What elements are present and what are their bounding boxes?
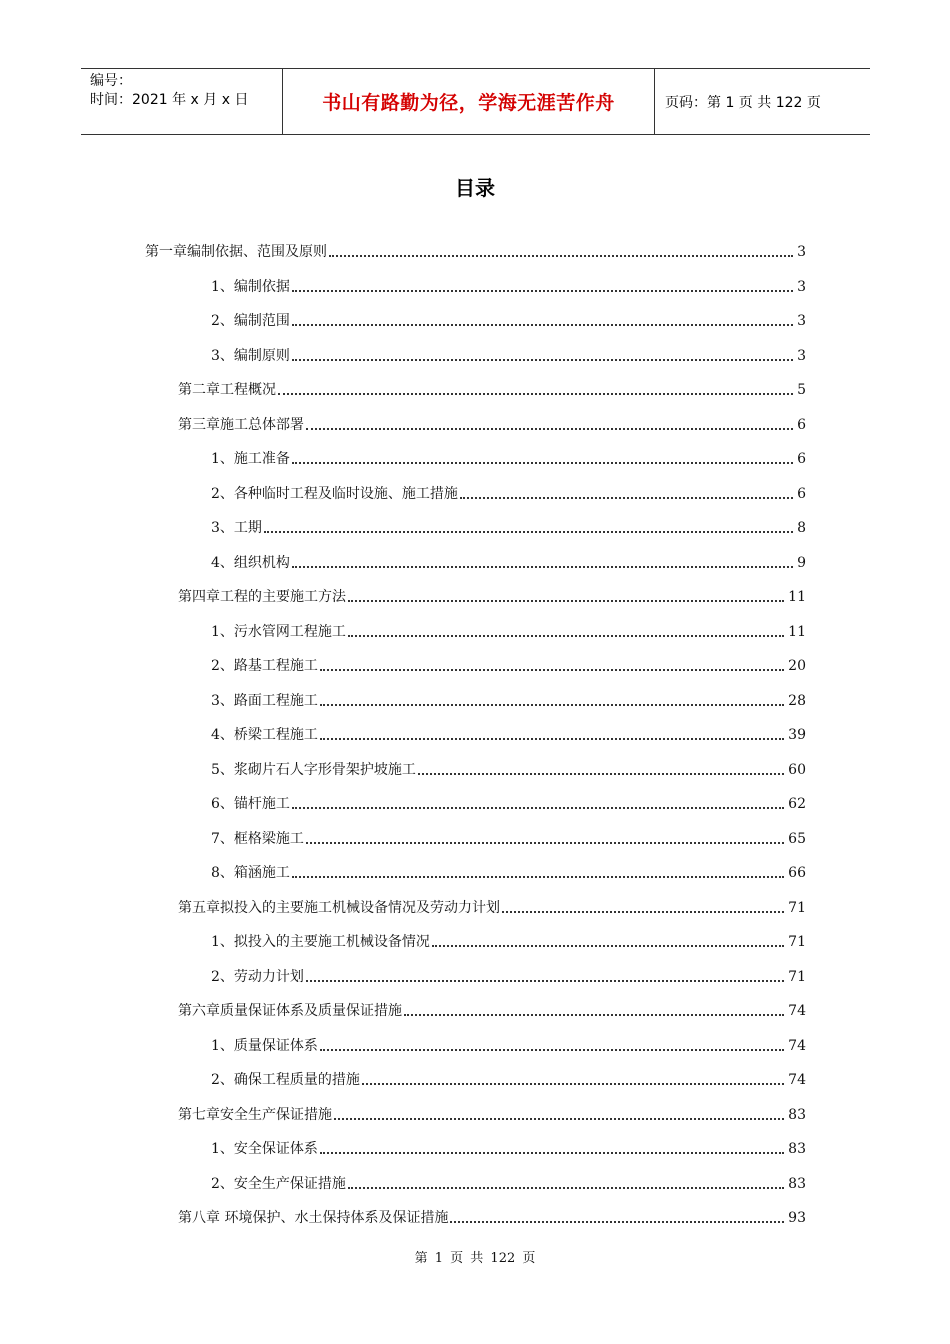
toc-entry-label: 第五章拟投入的主要施工机械设备情况及劳动力计划 [178,899,500,916]
toc-entry-page-number: 5 [797,382,806,398]
toc-entry-page-number: 8 [797,520,806,536]
toc-entry-label: 1、拟投入的主要施工机械设备情况 [211,934,430,950]
page-footer: 第 1 页 共 122 页 [414,1251,536,1266]
toc-entry[interactable] [211,714,806,744]
toc-entry-label: 第三章施工总体部署 [178,416,304,433]
toc-entry-label: 第四章工程的主要施工方法 [178,589,346,605]
toc-entry-page-number: 9 [797,554,806,571]
toc-entry-page-number: 3 [797,347,806,364]
toc-dot-leader [306,427,793,430]
toc-entry[interactable] [178,1094,806,1124]
toc-entry-page-number: 3 [797,244,806,260]
toc-entry[interactable] [211,818,806,848]
toc-entry[interactable] [178,990,806,1020]
toc-entry-page-number: 83 [788,1141,806,1157]
toc-dot-leader [329,254,793,257]
toc-dot-leader [278,392,793,395]
toc-entry-label: 第七章安全生产保证措施 [178,1106,332,1123]
toc-entry-page-number: 65 [788,830,806,847]
toc-entry-page-number: 11 [788,589,806,605]
toc-entry-page-number: 66 [788,865,806,881]
toc-dot-leader [292,875,784,878]
header-motto: 书山有路勤为径，学海无涯苦作舟 [282,69,655,134]
toc-dot-leader [450,1220,784,1223]
toc-dot-leader [320,737,784,740]
toc-entry-label: 1、质量保证体系 [211,1037,318,1054]
toc-entry-page-number: 60 [788,761,806,778]
toc-entry-page-number: 6 [797,416,806,433]
toc-dot-leader [292,358,793,361]
toc-entry[interactable] [178,1197,806,1227]
toc-entry-label: 4、桥梁工程施工 [211,727,318,743]
toc-entry-page-number: 3 [797,313,806,329]
page-header [81,68,870,135]
toc-entry-label: 1、施工准备 [211,451,290,467]
toc-entry[interactable] [145,231,806,261]
toc-entry-label: 7、框格梁施工 [211,830,304,847]
toc-entry-page-number: 74 [788,1037,806,1054]
toc-dot-leader [348,599,784,602]
toc-entry-label: 3、工期 [211,520,262,536]
toc-entry-page-number: 62 [788,796,806,812]
toc-entry-label: 第六章质量保证体系及质量保证措施 [178,1003,402,1019]
toc-entry[interactable] [211,1025,806,1055]
toc-entry-page-number: 93 [788,1210,806,1226]
toc-entry-page-number: 83 [788,1106,806,1123]
toc-dot-leader [306,979,784,982]
toc-entry[interactable] [178,369,806,399]
toc-entry[interactable] [211,438,806,468]
toc-entry-page-number: 6 [797,451,806,467]
toc-entry-label: 2、编制范围 [211,313,290,329]
toc-entry[interactable] [211,1163,806,1193]
toc-entry[interactable] [211,542,806,572]
toc-dot-leader [292,565,793,568]
toc-entry-label: 1、编制依据 [211,278,290,295]
toc-entry-page-number: 71 [788,899,806,916]
toc-entry[interactable] [211,749,806,779]
toc-entry-page-number: 71 [788,934,806,950]
toc-entry-label: 2、路基工程施工 [211,658,318,674]
toc-dot-leader [320,1048,784,1051]
document-title: 目录 [455,176,495,200]
header-time-label: 时间：2021 年 x 月 x 日 [90,92,249,108]
toc-entry-label: 5、浆砌片石人字形骨架护坡施工 [211,761,416,778]
toc-entry[interactable] [178,887,806,917]
toc-entry-label: 2、安全生产保证措施 [211,1175,346,1192]
toc-entry[interactable] [178,576,806,606]
toc-dot-leader [432,944,784,947]
toc-entry[interactable] [211,611,806,641]
toc-entry-label: 3、路面工程施工 [211,692,318,709]
toc-entry-page-number: 3 [797,278,806,295]
toc-entry[interactable] [178,404,806,434]
toc-entry[interactable] [211,645,806,675]
toc-entry-label: 4、组织机构 [211,554,290,571]
toc-dot-leader [320,703,784,706]
toc-dot-leader [292,323,793,326]
toc-entry[interactable] [211,680,806,710]
toc-entry-label: 2、劳动力计划 [211,968,304,985]
toc-dot-leader [306,841,784,844]
toc-entry[interactable] [211,300,806,330]
toc-entry[interactable] [211,783,806,813]
toc-dot-leader [292,289,793,292]
toc-entry-page-number: 74 [788,1072,806,1088]
toc-dot-leader [404,1013,784,1016]
header-meta [81,69,282,134]
toc-entry[interactable] [211,473,806,503]
toc-entry-page-number: 6 [797,485,806,502]
toc-entry[interactable] [211,335,806,365]
toc-entry[interactable] [211,921,806,951]
toc-entry-label: 8、箱涵施工 [211,865,290,881]
toc-dot-leader [292,806,784,809]
toc-entry-label: 第二章工程概况 [178,382,276,398]
toc-dot-leader [460,496,793,499]
toc-entry-label: 1、污水管网工程施工 [211,623,346,640]
toc-dot-leader [264,530,793,533]
header-page-info: 页码：第 1 页 共 122 页 [665,94,821,111]
toc-entry-label: 2、各种临时工程及临时设施、施工措施 [211,485,458,502]
toc-dot-leader [362,1082,784,1085]
toc-entry-label: 第一章编制依据、范围及原则 [145,244,327,260]
toc-entry[interactable] [211,507,806,537]
toc-entry-label: 第八章 环境保护、水土保持体系及保证措施 [178,1210,449,1226]
toc-dot-leader [348,634,784,637]
toc-dot-leader [320,668,784,671]
header-number-label: 编号： [90,73,132,89]
toc-dot-leader [348,1186,784,1189]
toc-entry-page-number: 74 [788,1003,806,1019]
toc-entry-page-number: 39 [788,727,806,743]
toc-dot-leader [320,1151,784,1154]
toc-entry-page-number: 83 [788,1175,806,1192]
toc-entry-label: 2、确保工程质量的措施 [211,1072,360,1088]
toc-entry[interactable] [211,852,806,882]
toc-dot-leader [502,910,784,913]
toc-entry[interactable] [211,1059,806,1089]
toc-entry[interactable] [211,266,806,296]
toc-entry-page-number: 71 [788,968,806,985]
toc-entry-label: 3、编制原则 [211,347,290,364]
toc-dot-leader [334,1117,784,1120]
toc-entry-label: 6、锚杆施工 [211,796,290,812]
toc-dot-leader [418,772,784,775]
toc-entry[interactable] [211,1128,806,1158]
toc-dot-leader [292,461,793,464]
toc-entry-label: 1、安全保证体系 [211,1141,318,1157]
toc-entry-page-number: 11 [788,623,806,640]
toc-entry-page-number: 28 [788,692,806,709]
toc-entry-page-number: 20 [788,658,806,674]
toc-entry[interactable] [211,956,806,986]
